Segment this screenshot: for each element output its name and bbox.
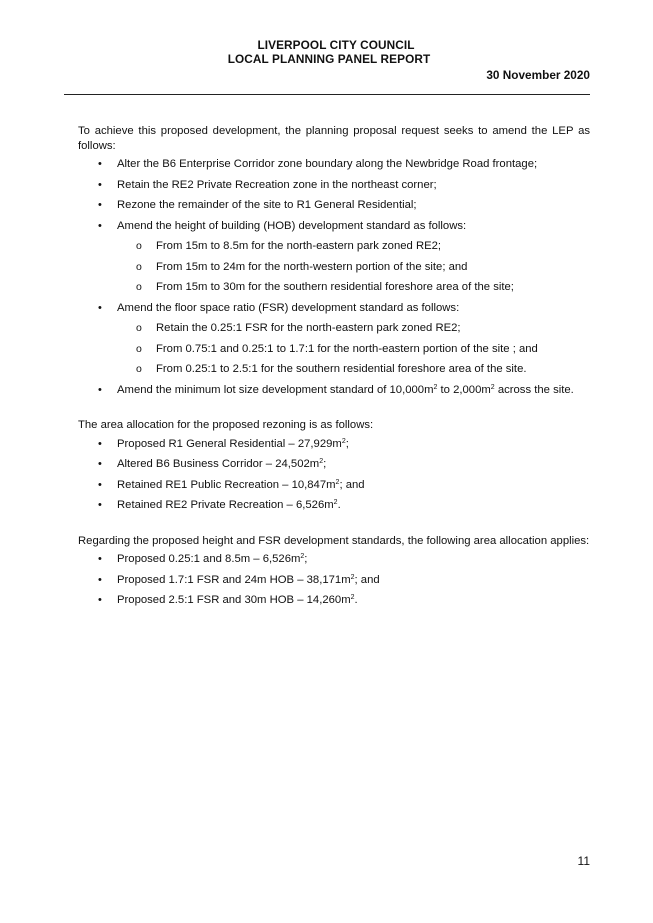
list-item-suffix: ; — [304, 553, 308, 565]
list-item — [78, 457, 590, 472]
bullet-icon: • — [98, 499, 102, 511]
list-item — [78, 593, 590, 608]
list-item-text: Retained RE2 Private Recreation – 6,526m — [117, 499, 334, 511]
list-item-text: Proposed 1.7:1 FSR and 24m HOB – 38,171m — [117, 573, 351, 586]
list-item-text: Proposed 0.25:1 and 8.5m – 6,526m — [117, 553, 301, 565]
document-body — [78, 124, 590, 614]
superscript: 2 — [341, 437, 346, 445]
bullet-icon: • — [98, 301, 102, 314]
sub-list-item-text: From 15m to 30m for the southern residential foreshore area of the site; — [156, 281, 514, 293]
list-item — [78, 478, 590, 493]
area-intro-paragraph: The area allocation for the proposed rezoning is as follows: — [78, 419, 374, 431]
page-number: 11 — [577, 854, 590, 868]
area-list — [78, 437, 590, 513]
superscript: 2 — [300, 553, 305, 560]
circle-bullet-icon: o — [136, 240, 142, 252]
amendment-list — [78, 157, 590, 397]
superscript: 2 — [350, 594, 355, 601]
bullet-icon: • — [98, 383, 102, 396]
list-item — [78, 157, 590, 172]
list-item-text: Alter the B6 Enterprise Corridor zone boundary along the Newbridge Road frontage; — [117, 158, 538, 170]
fsr-sublist — [117, 321, 590, 377]
list-item-text: Retained RE1 Public Recreation – 10,847m — [117, 478, 336, 491]
lot-size-text-a: Amend the minimum lot size development standard of 10,000m — [117, 383, 434, 396]
list-item-text: Rezone the remainder of the site to R1 General Residential; — [117, 199, 417, 211]
report-date: 30 November 2020 — [486, 68, 590, 82]
circle-bullet-icon: o — [136, 260, 142, 273]
report-header — [64, 38, 590, 82]
list-item-suffix: ; and — [354, 573, 380, 586]
superscript: 2 — [335, 478, 340, 486]
circle-bullet-icon: o — [136, 322, 142, 334]
lot-size-text-c: across the site. — [494, 383, 574, 396]
sub-list-item-text: From 0.25:1 to 2.5:1 for the southern residential foreshore area of the site. — [156, 363, 527, 375]
circle-bullet-icon: o — [136, 281, 142, 293]
report-title: LOCAL PLANNING PANEL REPORT — [227, 52, 431, 66]
sub-list-item — [117, 260, 590, 275]
superscript: 2 — [333, 499, 338, 506]
hob-sublist — [117, 239, 590, 295]
list-item-suffix: ; — [323, 458, 327, 470]
height-fsr-list — [78, 552, 590, 608]
list-item-text: Altered B6 Business Corridor – 24,502m — [117, 458, 320, 470]
sub-list-item — [117, 362, 590, 377]
header-divider — [64, 94, 590, 95]
list-item — [78, 219, 590, 295]
intro-paragraph: To achieve this proposed development, the planning proposal request seeks to amend the LEP as follows: — [78, 125, 590, 152]
superscript: 2 — [319, 458, 324, 465]
bullet-icon: • — [98, 553, 102, 565]
list-item — [78, 573, 590, 588]
list-item-suffix: . — [354, 594, 358, 606]
sub-list-item-text: From 15m to 24m for the north-western portion of the site; and — [156, 260, 468, 273]
superscript: 2 — [350, 573, 355, 581]
list-item-suffix: ; and — [339, 478, 365, 491]
council-name: LIVERPOOL CITY COUNCIL — [257, 38, 415, 52]
bullet-icon: • — [98, 219, 102, 232]
list-item-text: Proposed R1 General Residential – 27,929m — [117, 437, 342, 450]
sub-list-item — [117, 239, 590, 254]
bullet-icon: • — [98, 478, 102, 491]
sub-list-item-text: Retain the 0.25:1 FSR for the north-eastern park zoned RE2; — [156, 322, 461, 334]
circle-bullet-icon: o — [136, 342, 142, 355]
list-item-text: Proposed 2.5:1 FSR and 30m HOB – 14,260m — [117, 594, 351, 606]
superscript: 2 — [490, 383, 495, 391]
list-item — [78, 437, 590, 452]
height-intro-paragraph: Regarding the proposed height and FSR development standards, the following area allocation applies: — [78, 534, 590, 547]
sub-list-item — [117, 321, 590, 336]
list-item-text: Amend the floor space ratio (FSR) development standard as follows: — [117, 301, 460, 314]
bullet-icon: • — [98, 437, 102, 450]
list-item-text: Amend the height of building (HOB) development standard as follows: — [117, 219, 467, 232]
list-item — [78, 178, 590, 193]
bullet-icon: • — [98, 573, 102, 586]
sub-list-item — [117, 342, 590, 357]
bullet-icon: • — [98, 158, 102, 170]
list-item-text: Retain the RE2 Private Recreation zone in the northeast corner; — [117, 178, 437, 191]
list-item — [78, 498, 590, 513]
list-item-suffix: ; — [345, 437, 349, 450]
sub-list-item-text: From 0.75:1 and 0.25:1 to 1.7:1 for the north-eastern portion of the site ; and — [156, 342, 538, 355]
bullet-icon: • — [98, 458, 102, 470]
list-item-suffix: . — [337, 499, 341, 511]
bullet-icon: • — [98, 178, 102, 191]
lot-size-text-b: to 2,000m — [437, 383, 491, 396]
list-item — [78, 301, 590, 377]
superscript: 2 — [433, 383, 438, 391]
bullet-icon: • — [98, 594, 102, 606]
sub-list-item-text: From 15m to 8.5m for the north-eastern park zoned RE2; — [156, 240, 442, 252]
sub-list-item — [117, 280, 590, 295]
list-item — [78, 383, 590, 398]
circle-bullet-icon: o — [136, 363, 142, 375]
bullet-icon: • — [98, 199, 102, 211]
list-item — [78, 198, 590, 213]
list-item — [78, 552, 590, 567]
